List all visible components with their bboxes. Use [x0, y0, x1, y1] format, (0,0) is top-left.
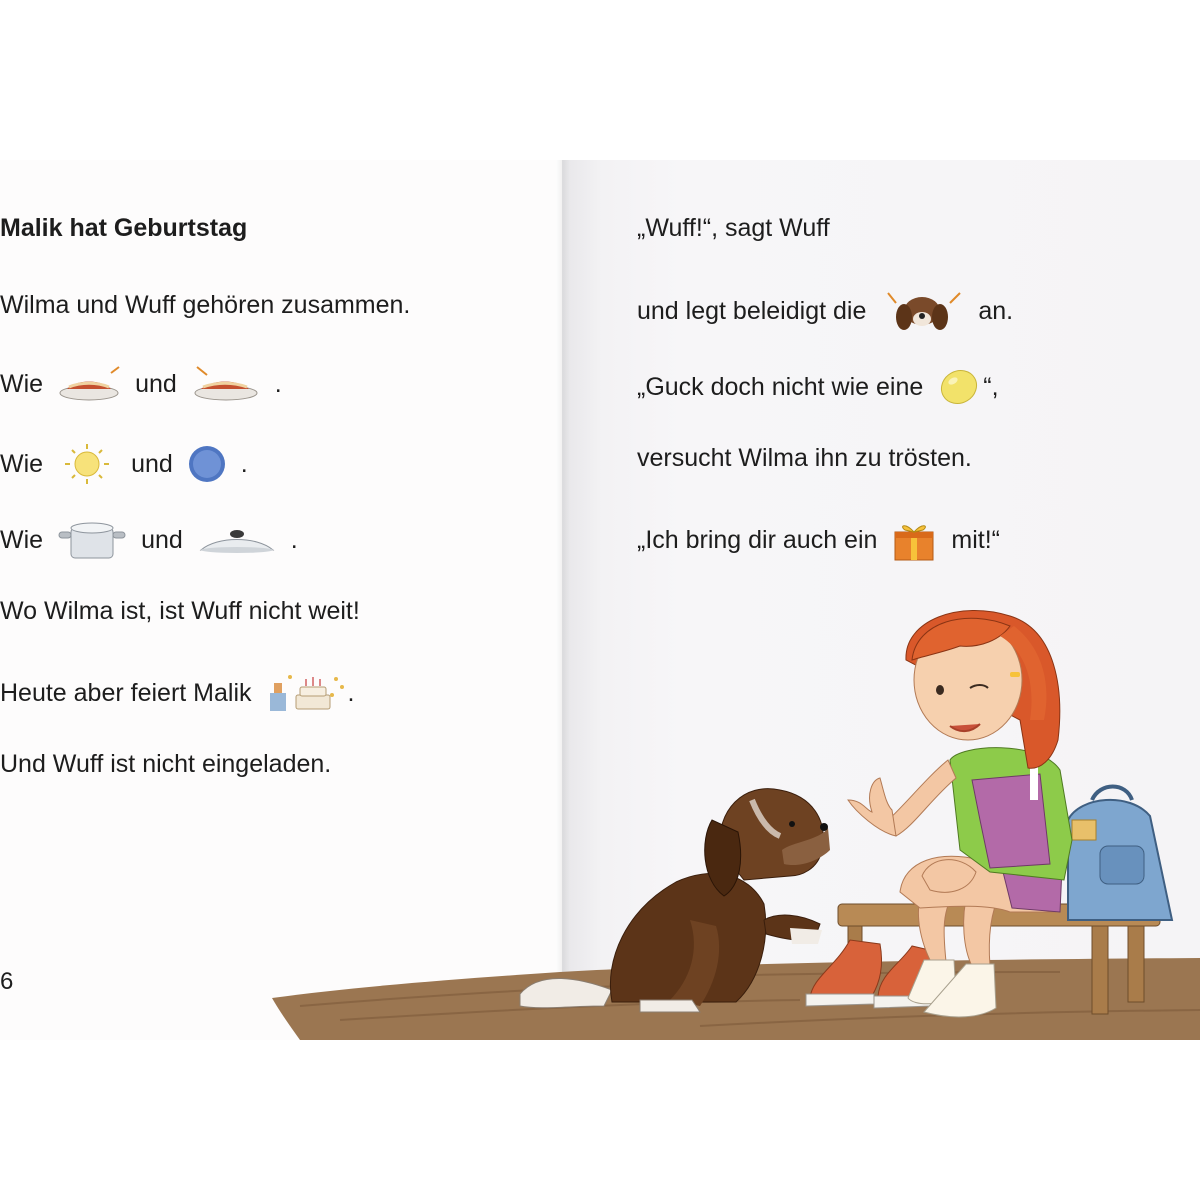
text-word: Wie	[0, 526, 44, 554]
text-punctuation: .	[274, 370, 282, 398]
book-spread	[0, 160, 1200, 1040]
text-word: und	[135, 370, 177, 398]
text-line: Und Wuff ist nicht eingeladen.	[0, 750, 332, 778]
girl-head	[906, 610, 1060, 768]
text-line: versucht Wilma ihn zu trösten.	[637, 444, 972, 472]
girl-body	[900, 748, 1072, 912]
dog-wuff	[520, 789, 830, 1012]
text-phrase: Heute aber feiert Malik	[0, 679, 252, 707]
text-punctuation: mit!“	[951, 526, 1001, 554]
story-title: Malik hat Geburtstag	[0, 214, 248, 242]
text-line: Wo Wilma ist, ist Wuff nicht weit!	[0, 597, 360, 625]
text-punctuation: .	[240, 450, 248, 478]
text-phrase: „Guck doch nicht wie eine	[637, 373, 924, 401]
backpack	[1068, 787, 1172, 921]
text-punctuation: an.	[978, 297, 1014, 325]
page-number: 6	[0, 968, 14, 995]
text-punctuation: .	[347, 679, 355, 707]
text-punctuation: .	[290, 526, 298, 554]
text-phrase: und legt beleidigt die	[637, 297, 867, 325]
girl-and-dog-illustration	[0, 160, 1200, 1040]
text-line: Wilma und Wuff gehören zusammen.	[0, 291, 411, 319]
text-line: „Wuff!“, sagt Wuff	[637, 214, 830, 242]
text-word: und	[131, 450, 173, 478]
text-word: und	[141, 526, 183, 554]
text-word: Wie	[0, 370, 44, 398]
text-punctuation: “,	[983, 373, 999, 401]
text-word: Wie	[0, 450, 44, 478]
text-phrase: „Ich bring dir auch ein	[637, 526, 878, 554]
